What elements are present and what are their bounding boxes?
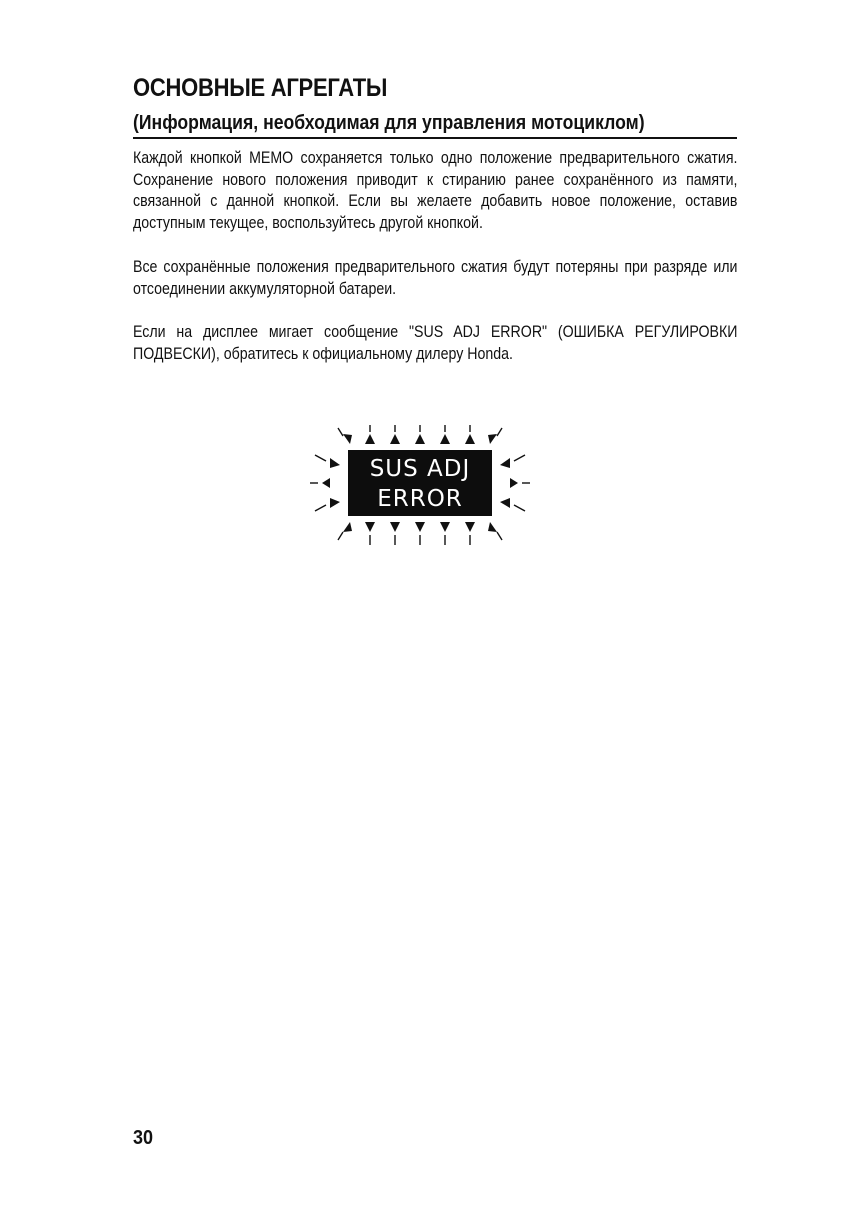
display-line-1: SUS ADJ	[369, 456, 471, 482]
paragraph-battery-loss: Все сохранённые положения предварительного сжатия будут потеряны при разряде или отсоединении аккумуляторной батареи.	[133, 258, 738, 298]
page-title: ОСНОВНЫЕ АГРЕГАТЫ	[133, 74, 388, 102]
blinking-display-illustration	[300, 410, 540, 555]
display-line-2: ERROR	[377, 486, 463, 512]
page-number: 30	[133, 1127, 154, 1149]
section-subtitle: (Информация, необходимая для управления мотоциклом)	[133, 111, 645, 134]
title-underline	[133, 137, 737, 139]
paragraph-memo-button: Каждой кнопкой MEMO сохраняется только одно положение предварительного сжатия. Сохранение нового положения приводит к стиранию ранее сохранённого из памяти, связанной с данной кнопкой. Если вы желаете добавить новое положение, оставив доступным текущее, воспользуйтесь другой кнопкой.	[133, 149, 738, 232]
paragraph-error-message: Если на дисплее мигает сообщение "SUS ADJ ERROR" (ОШИБКА РЕГУЛИРОВКИ ПОДВЕСКИ), обратитесь к официальному дилеру Honda.	[133, 323, 738, 363]
